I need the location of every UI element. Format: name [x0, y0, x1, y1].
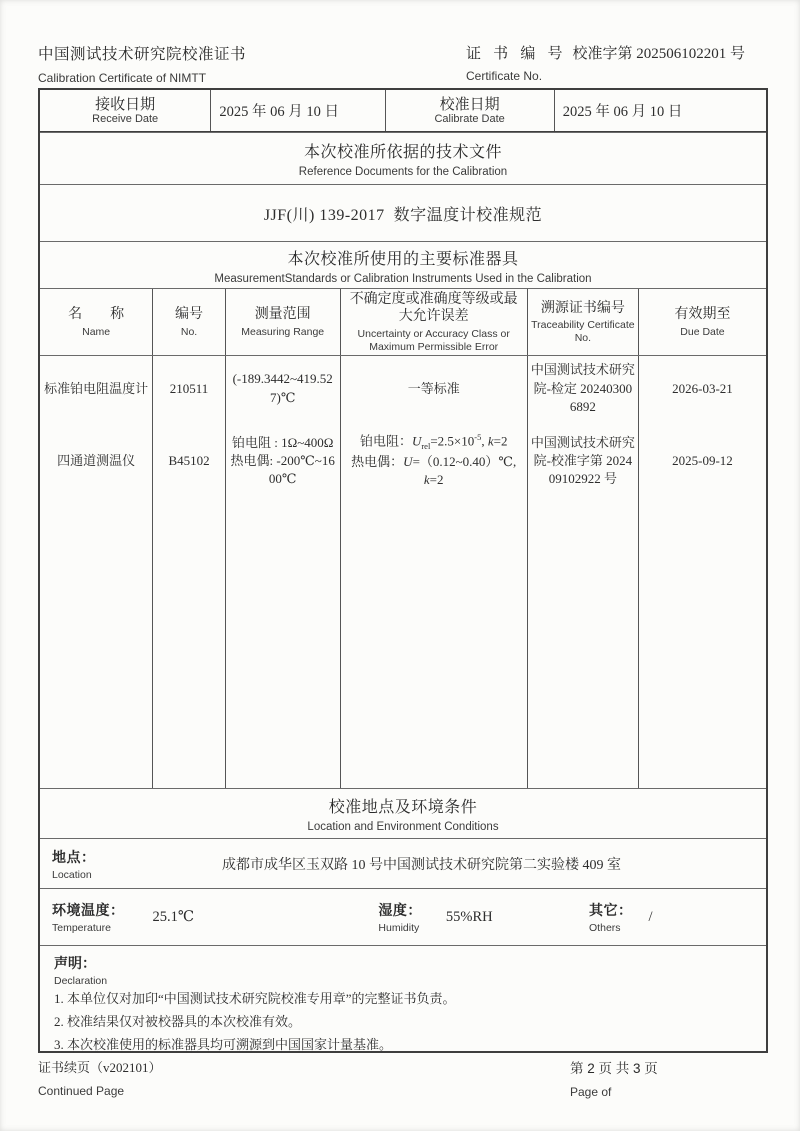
- declaration-item-1: 1. 本单位仅对加印“中国测试技术研究院校准专用章”的完整证书负责。: [54, 991, 456, 1006]
- certificate-no-label: 证 书 编 号: [466, 45, 567, 62]
- declaration-title-en: Declaration: [54, 975, 108, 987]
- temperature-group: [52, 900, 378, 934]
- humidity-group: [378, 900, 589, 934]
- due-date-column: [639, 356, 766, 788]
- humidity-label: 湿度： Humidity: [378, 902, 422, 934]
- document-header: [38, 42, 768, 85]
- reference-section-title: 本次校准所依据的技术文件 Reference Documents for the Calibration: [40, 132, 766, 184]
- declaration-section: [40, 945, 766, 1051]
- others-group: [589, 900, 754, 934]
- page-title-en: Calibration Certificate of NIMTT: [38, 71, 207, 85]
- receive-date-value: 2025 年 06 月 10 日: [211, 90, 385, 131]
- location-row: [40, 838, 766, 888]
- column-header-uncertainty: 不确定度或准确度等级或最大允许误差 Uncertainty or Accuracy Class or Maximum Permissible Error: [341, 289, 528, 355]
- instrument-1-name: 标准铂电阻温度计: [44, 380, 149, 396]
- declaration-item-2: 2. 校准结果仅对被校器具的本次校准有效。: [54, 1014, 302, 1030]
- standards-table-header: [40, 288, 766, 355]
- standards-section-title: 本次校准所使用的主要标准器具 MeasurementStandards or Calibration Instruments Used in the Calibration: [40, 241, 766, 288]
- instrument-2-uncertainty: 铂电阻：$U_{rel}=2.5\times 10^{-5}$, k=2 热电偶：U=（0.12~0.40）℃, k=2: [351, 432, 517, 488]
- instrument-2-range: 铂电阻 : 1Ω~400Ω 热电偶: -200℃~1600℃: [230, 434, 335, 487]
- others-label: 其它： Others: [589, 902, 633, 934]
- title-block: [38, 42, 246, 85]
- instrument-1-no: 210511: [169, 380, 209, 396]
- certificate-no-label-en: Certificate No.: [466, 69, 543, 83]
- instrument-1-traceability: 中国测试技术研究院-检定 202403006892: [530, 361, 635, 415]
- page-title: 中国测试技术研究院校准证书: [38, 46, 247, 63]
- column-header-traceability: 溯源证书编号 Traceability Certificate No.: [528, 289, 639, 355]
- receive-date-label: 接收日期 Receive Date: [40, 90, 211, 131]
- instrument-2-no: B45102: [168, 452, 210, 468]
- calibrate-date-value: 2025 年 06 月 10 日: [562, 104, 683, 120]
- traceability-column: [528, 356, 639, 788]
- declaration-item-3: 3. 本次校准使用的标准器具均可溯源到中国国家计量基准。: [54, 1037, 393, 1053]
- declaration-title: 声明：: [54, 955, 96, 971]
- humidity-value: 55%RH: [445, 908, 493, 925]
- location-label: 地点： Location: [52, 848, 96, 881]
- instrument-2-traceability: 中国测试技术研究院-校准字第 202409102922 号: [530, 434, 635, 487]
- column-header-range: 测量范围 Measuring Range: [226, 289, 341, 355]
- reference-document: JJF(川) 139-2017 数字温度计校准规范: [40, 184, 766, 241]
- column-header-no: 编号 No.: [153, 289, 226, 355]
- calibrate-date-label: 校准日期 Calibrate Date: [386, 90, 555, 131]
- footer-page-indicator: 第 2 页 共 3 页 Page of: [570, 1061, 658, 1099]
- range-column: [226, 356, 341, 788]
- no-column: [153, 356, 226, 788]
- environment-row: [40, 888, 766, 945]
- location-value: 成都市成华区玉双路 10 号中国测试技术研究院第二实验楼 409 室: [222, 857, 621, 873]
- document-footer: [38, 1057, 768, 1099]
- instrument-1-range: (-189.3442~419.527)℃: [232, 371, 333, 405]
- instrument-1-due-date: 2026-03-21: [672, 380, 733, 396]
- instrument-2-name: 四通道测温仪: [57, 452, 136, 468]
- column-header-name: 名 称 Name: [40, 289, 153, 355]
- date-row: [40, 90, 766, 132]
- name-column: [40, 356, 153, 788]
- column-header-due-date: 有效期至 Due Date: [674, 305, 731, 338]
- others-value: /: [648, 908, 653, 925]
- certificate-no-block: [466, 42, 768, 83]
- uncertainty-column: [341, 356, 528, 788]
- standards-table-body: [40, 355, 766, 788]
- certificate-no-value: 校准字第 202506102201 号: [572, 46, 746, 62]
- footer-continued-page: 证书续页（v202101） Continued Page: [38, 1060, 162, 1098]
- temperature-label: 环境温度： Temperature: [52, 902, 125, 934]
- temperature-value: 25.1℃: [152, 908, 195, 925]
- certificate-body: [38, 88, 768, 1053]
- instrument-1-uncertainty: 一等标准: [407, 380, 460, 396]
- location-section-title: 校准地点及环境条件 Location and Environment Conditions: [40, 788, 766, 838]
- instrument-2-due-date: 2025-09-12: [672, 452, 733, 468]
